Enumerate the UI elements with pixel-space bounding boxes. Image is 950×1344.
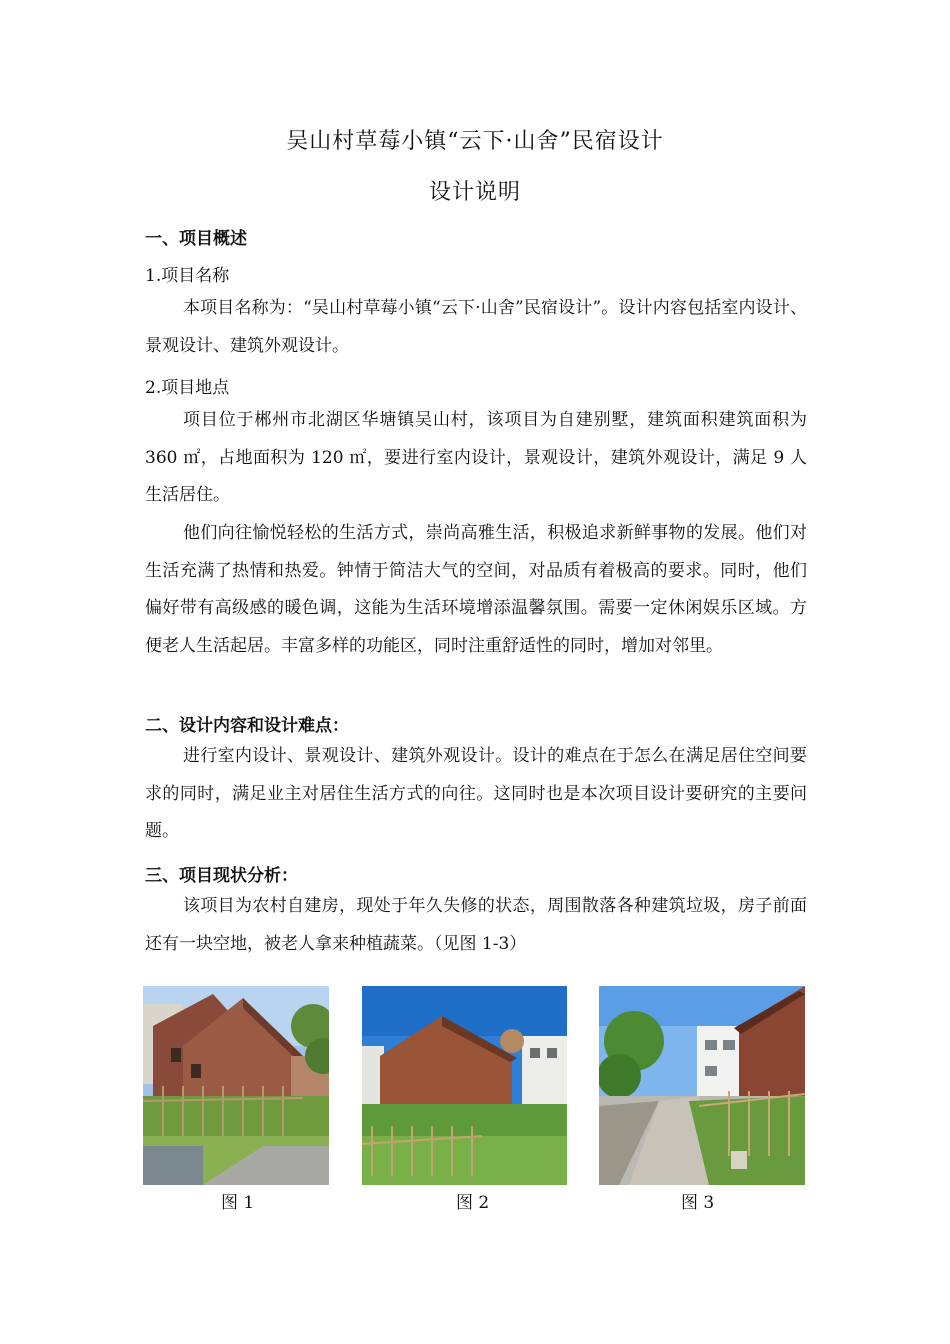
- site-photo-2: [362, 986, 567, 1185]
- document-subtitle: 设计说明: [428, 180, 521, 205]
- subsection-label-location: 2.项目地点: [145, 378, 230, 398]
- document-title: 吴山村草莓小镇“云下·山舍”民宿设计: [286, 129, 664, 154]
- figure-caption-1: 图 1: [221, 1193, 255, 1213]
- figure-caption-2: 图 2: [456, 1193, 490, 1213]
- figure-caption-3: 图 3: [681, 1193, 715, 1213]
- section-heading-current-status: 三、项目现状分析：: [145, 866, 298, 886]
- paragraph-design-content: 进行室内设计、景观设计、建筑外观设计。设计的难点在于怎么在满足居住空间要求的同时，满足业主对居住生活方式的向往。这同时也是本次项目设计要研究的主要问题。: [145, 746, 807, 841]
- site-photo-1: [143, 986, 329, 1185]
- paragraph-project-location: 项目位于郴州市北湖区华塘镇吴山村，该项目为自建别墅，建筑面积建筑面积为 360 ㎡，占地面积为 120 ㎡，要进行室内设计，景观设计，建筑外观设计，满足 9 人生活居住。: [145, 410, 807, 505]
- section-heading-design-content: 二、设计内容和设计难点：: [145, 716, 349, 736]
- subsection-label-name: 1.项目名称: [145, 266, 230, 286]
- paragraph-project-name: 本项目名称为：“吴山村草莓小镇“云下·山舍”民宿设计”。设计内容包括室内设计、景观设计、建筑外观设计。: [145, 298, 807, 356]
- paragraph-current-status: 该项目为农村自建房，现处于年久失修的状态，周围散落各种建筑垃圾，房子前面还有一块空地，被老人拿来种植蔬菜。（见图 1-3）: [145, 896, 807, 954]
- paragraph-client-lifestyle: 他们向往愉悦轻松的生活方式，崇尚高雅生活，积极追求新鲜事物的发展。他们对生活充满了热情和热爱。钟情于简洁大气的空间，对品质有着极高的要求。同时，他们偏好带有高级感的暖色调，这能为生活环境增添温馨氛围。需要一定休闲娱乐区域。方便老人生活起居。丰富多样的功能区，同时注重舒适性的同时，增加对邻里。: [145, 523, 807, 656]
- section-heading-overview: 一、项目概述: [145, 229, 247, 249]
- site-photo-3: [599, 986, 805, 1185]
